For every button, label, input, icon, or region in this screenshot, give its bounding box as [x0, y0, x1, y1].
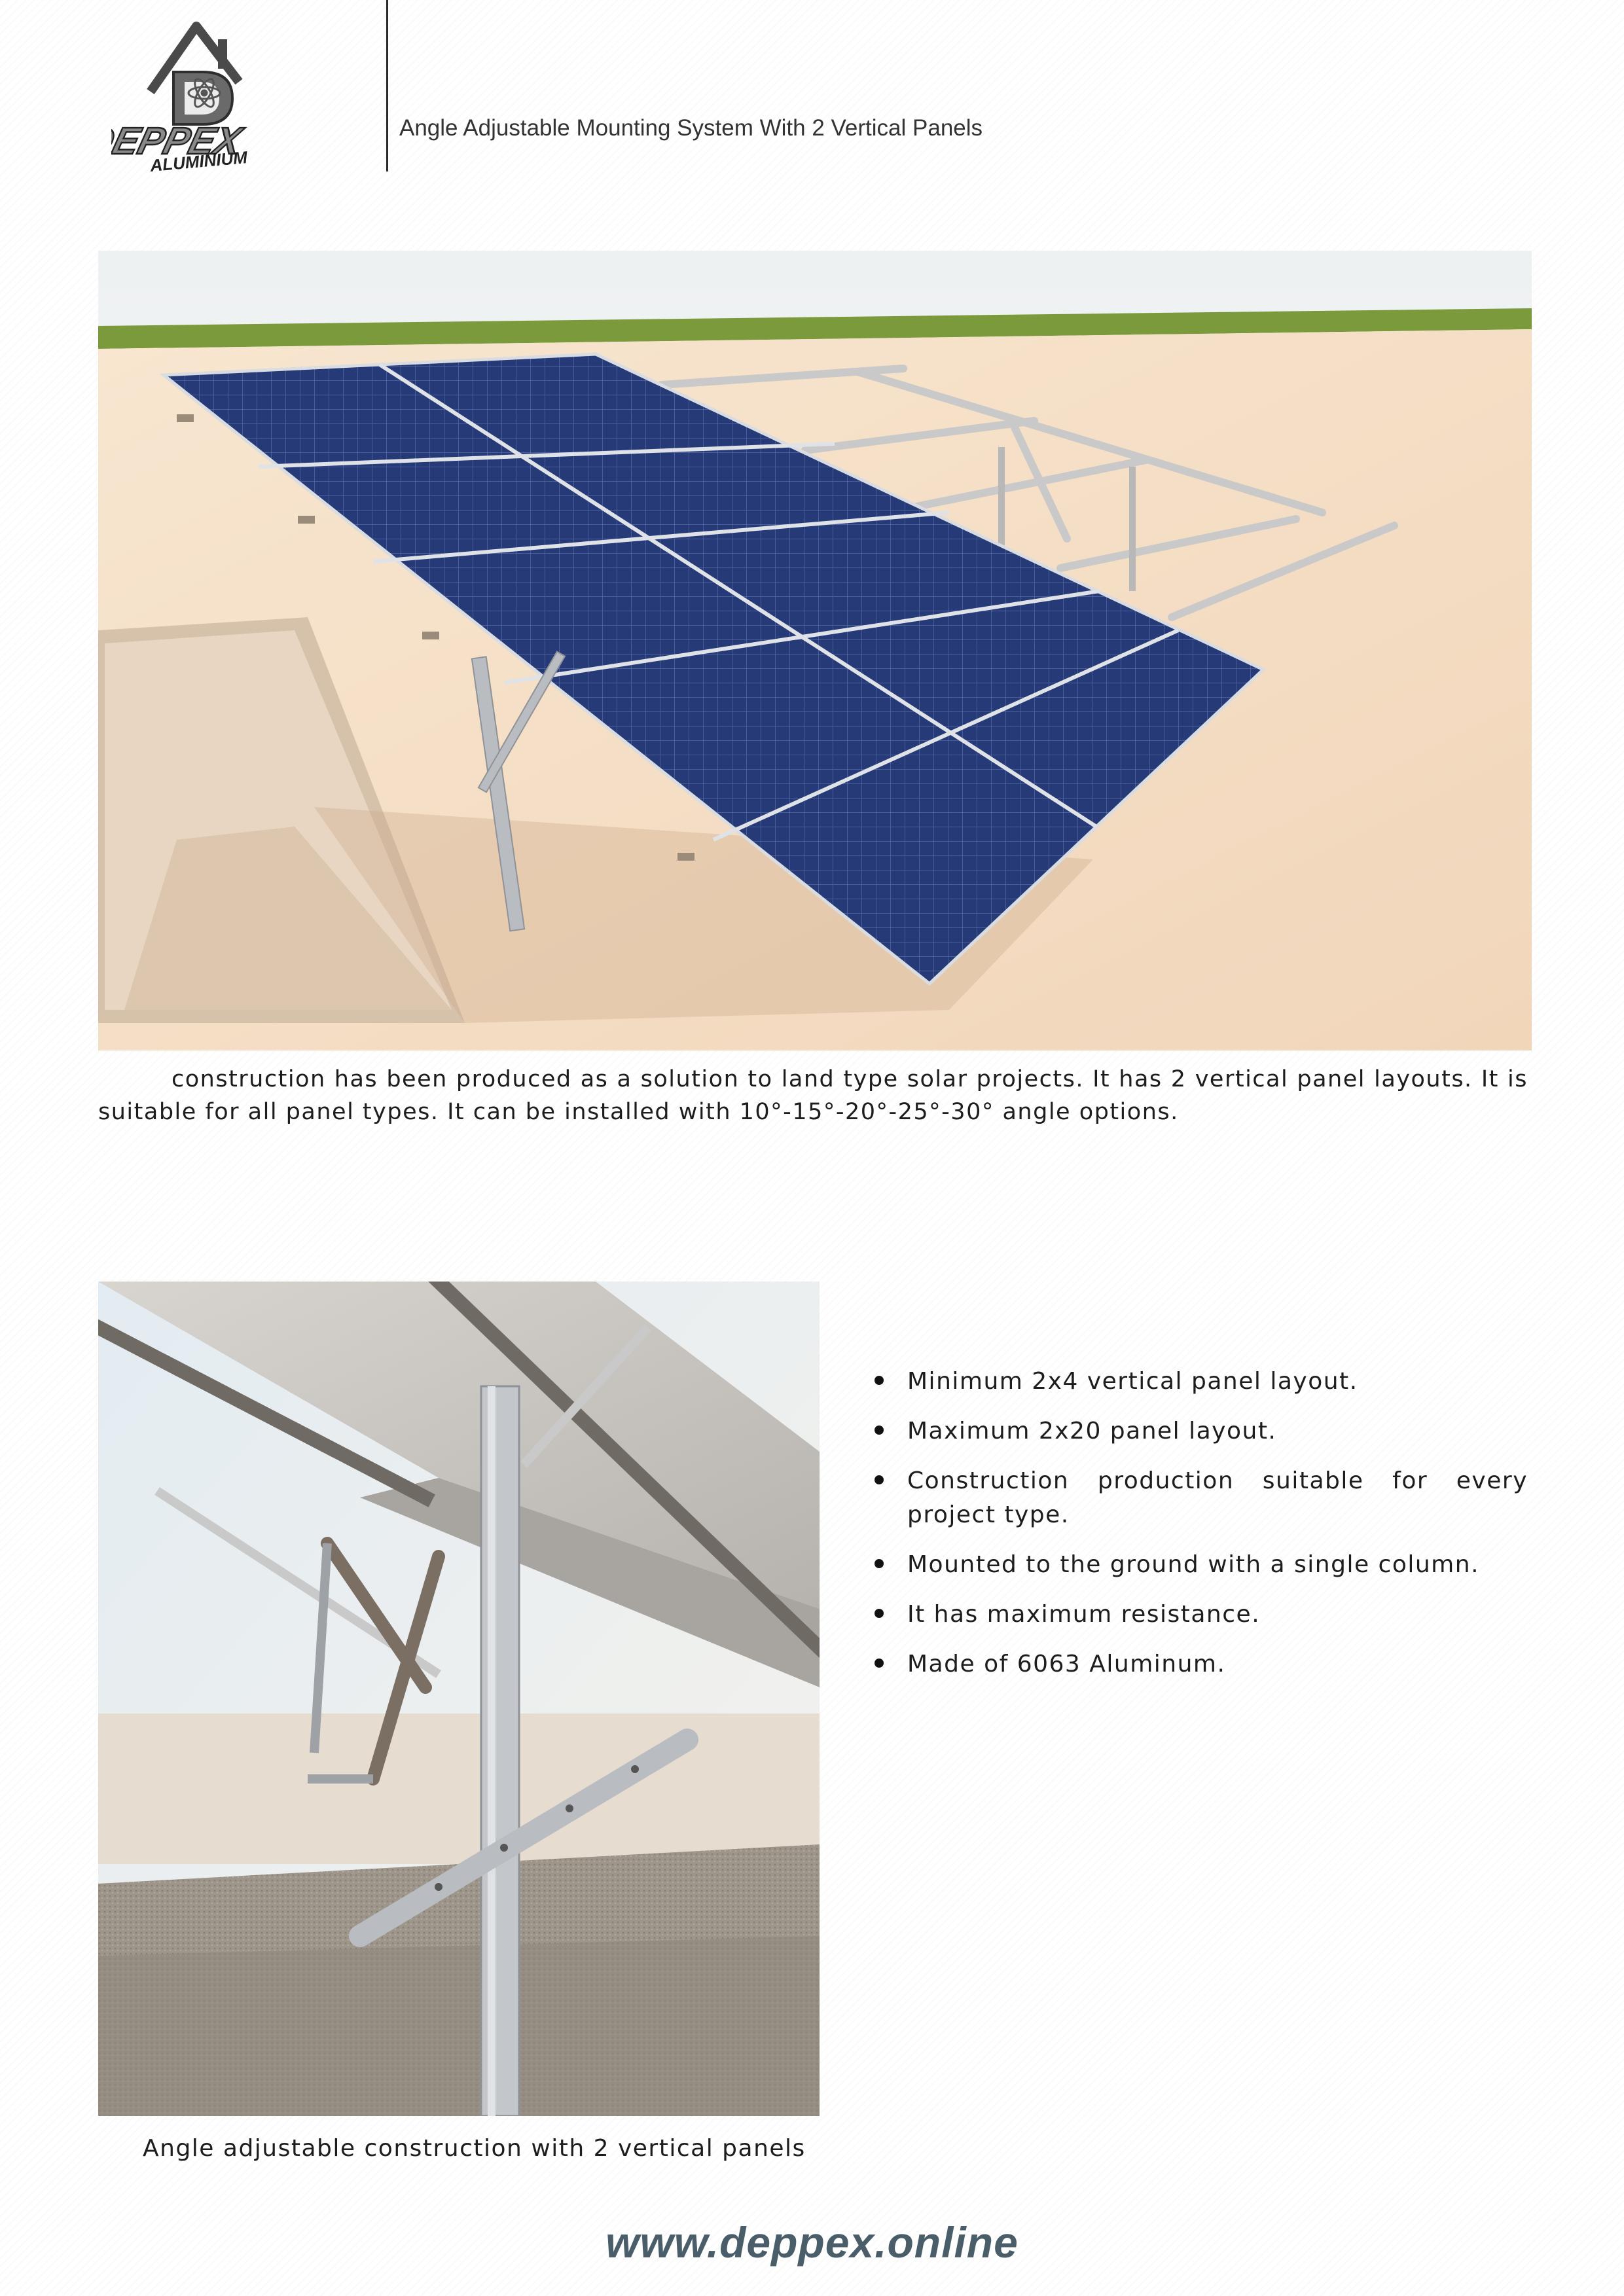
feature-text: Construction production suitable for every project type.	[907, 1467, 1528, 1528]
bullet-dot-icon	[875, 1659, 884, 1668]
header-divider	[386, 0, 388, 171]
feature-text: It has maximum resistance.	[907, 1601, 1261, 1628]
brand-logo	[111, 20, 301, 180]
feature-text: Maximum 2x20 panel layout.	[907, 1418, 1277, 1444]
footer-website-link[interactable]: www.deppex.online	[605, 2218, 1019, 2267]
bullet-dot-icon	[875, 1426, 884, 1435]
feature-text: Mounted to the ground with a single column.	[907, 1551, 1480, 1578]
intro-paragraph: construction has been produced as a solution to land type solar projects. It has 2 vertical panel layouts. It is suitable for all panel types. It can be installed with 10°-15°-20°-25°-30° angle options.	[98, 1066, 1528, 1125]
feature-item	[871, 1464, 1528, 1532]
solar-array-photo	[98, 251, 1532, 1050]
bullet-dot-icon	[875, 1609, 884, 1618]
feature-text: Minimum 2x4 vertical panel layout.	[907, 1368, 1358, 1395]
bullet-dot-icon	[875, 1559, 884, 1568]
feature-item	[871, 1647, 1528, 1681]
logo-sub-text: ALUMINIUM	[149, 147, 249, 175]
feature-item	[871, 1365, 1528, 1399]
logo-graphic	[111, 20, 301, 180]
feature-item	[871, 1598, 1528, 1632]
logo-brand-text: DEPPEX	[111, 120, 245, 162]
photo-caption: Angle adjustable construction with 2 vertical panels	[143, 2135, 806, 2162]
bullet-dot-icon	[875, 1475, 884, 1484]
feature-list	[871, 1365, 1528, 1697]
feature-text: Made of 6063 Aluminum.	[907, 1651, 1226, 1677]
bullet-dot-icon	[875, 1376, 884, 1385]
mounting-structure-photo	[98, 1282, 820, 2116]
feature-item	[871, 1414, 1528, 1448]
feature-item	[871, 1548, 1528, 1582]
page-title: Angle Adjustable Mounting System With 2 Vertical Panels	[399, 115, 983, 141]
